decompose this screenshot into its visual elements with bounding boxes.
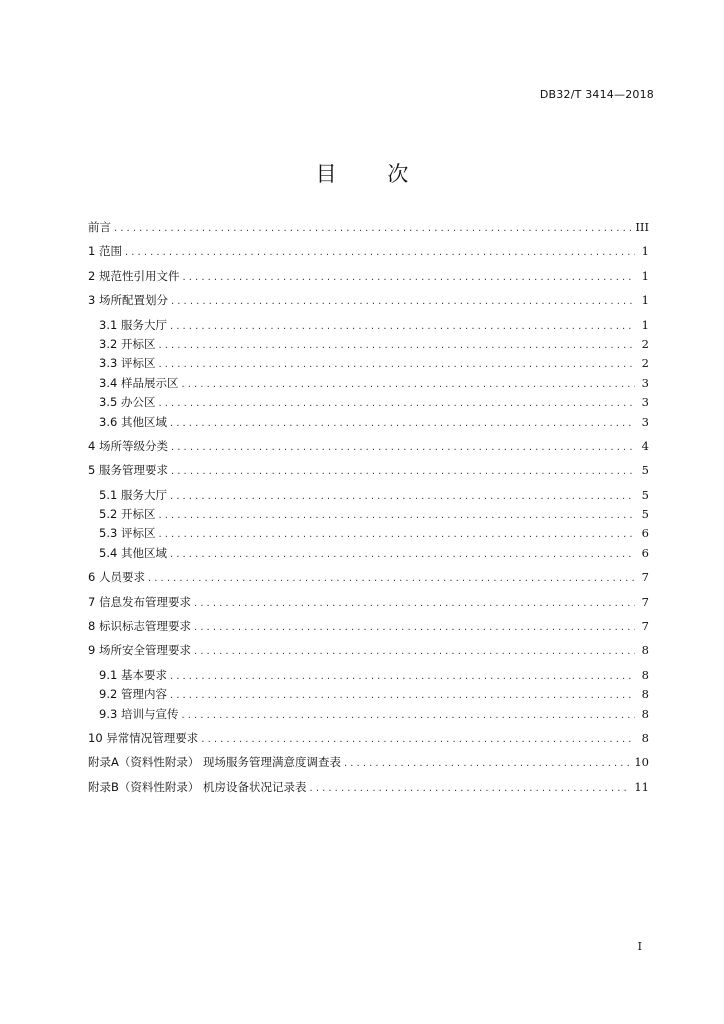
toc-entry[interactable] — [88, 641, 649, 660]
toc-entry-label: 1 范围 — [88, 244, 122, 259]
toc-dot-leader — [158, 506, 635, 525]
toc-entry[interactable] — [88, 617, 649, 636]
toc-entry-label: 9.3 培训与宣传 — [99, 706, 179, 721]
toc-dot-leader — [181, 375, 635, 394]
toc-dot-leader — [201, 730, 635, 749]
toc-dot-leader — [170, 487, 635, 506]
toc-entry-label: 5 服务管理要求 — [88, 463, 168, 478]
toc-entry-page: 2 — [641, 356, 649, 371]
toc-entry-label: 8 标识标志管理要求 — [88, 619, 191, 634]
toc-dot-leader — [171, 462, 635, 481]
toc-subentry[interactable] — [88, 666, 649, 685]
toc-entry[interactable] — [88, 437, 649, 456]
toc-entry[interactable] — [88, 593, 649, 612]
toc-subentry[interactable] — [88, 524, 649, 543]
toc-entry-page: 4 — [641, 438, 649, 453]
toc-subentry[interactable] — [88, 685, 649, 704]
toc-entry-page: 6 — [641, 545, 649, 560]
toc-entry-page: 2 — [641, 336, 649, 351]
toc-dot-leader — [194, 618, 635, 637]
toc-dot-leader — [170, 317, 635, 336]
toc-entry-label: 4 场所等级分类 — [88, 438, 168, 453]
toc-entry-page: 1 — [641, 293, 649, 308]
toc-entry-label: 3.1 服务大厅 — [99, 317, 167, 332]
toc-subentry[interactable] — [88, 374, 649, 393]
toc-dot-leader — [182, 268, 635, 287]
toc-subentry[interactable] — [88, 316, 649, 335]
toc-entry-page: 5 — [641, 507, 649, 522]
toc-entry-label: 6 人员要求 — [88, 570, 145, 585]
toc-dot-leader — [170, 414, 635, 433]
toc-entry-page: 1 — [641, 244, 649, 259]
toc-entry-label: 9.2 管理内容 — [99, 687, 167, 702]
toc-entry-page: 11 — [634, 779, 649, 794]
toc-entry-label: 3.4 样品展示区 — [99, 375, 179, 390]
toc-subentry[interactable] — [88, 413, 649, 432]
toc-dot-leader — [181, 706, 635, 725]
toc-entry[interactable] — [88, 242, 649, 261]
toc-dot-leader — [158, 355, 635, 374]
toc-entry-page: 3 — [641, 375, 649, 390]
toc-dot-leader — [171, 438, 635, 457]
toc-entry-page: 8 — [641, 667, 649, 682]
toc-entry-label: 2 规范性引用文件 — [88, 268, 180, 283]
toc-subentry[interactable] — [88, 486, 649, 505]
toc-entry-label: 3 场所配置划分 — [88, 293, 168, 308]
toc-entry-label: 3.3 评标区 — [99, 356, 156, 371]
toc-entry-label: 5.1 服务大厅 — [99, 487, 167, 502]
toc-entry-page: 5 — [641, 463, 649, 478]
toc-entry-page: 7 — [641, 619, 649, 634]
toc-dot-leader — [171, 292, 635, 311]
toc-entry-page: 3 — [641, 414, 649, 429]
toc-entry-label: 3.2 开标区 — [99, 336, 156, 351]
toc-dot-leader — [344, 754, 630, 773]
toc-entry[interactable] — [88, 291, 649, 310]
toc-entry-label: 7 信息发布管理要求 — [88, 594, 191, 609]
toc-subentry[interactable] — [88, 544, 649, 563]
toc-entry-label: 附录B（资料性附录） 机房设备状况记录表 — [88, 779, 307, 794]
toc-subentry[interactable] — [88, 705, 649, 724]
toc-dot-leader — [158, 336, 635, 355]
toc-entry-label: 5.2 开标区 — [99, 507, 156, 522]
page-number: I — [637, 940, 642, 953]
toc-entry-page: 8 — [641, 730, 649, 745]
toc-entry[interactable] — [88, 568, 649, 587]
toc-entry[interactable] — [88, 461, 649, 480]
toc-dot-leader — [158, 525, 635, 544]
toc-entry-page: 8 — [641, 687, 649, 702]
toc-entry[interactable] — [88, 267, 649, 286]
toc-subentry[interactable] — [88, 354, 649, 373]
toc-entry-page: 1 — [641, 317, 649, 332]
toc-dot-leader — [114, 219, 631, 238]
toc-subentry[interactable] — [88, 393, 649, 412]
toc-entry-label: 10 异常情况管理要求 — [88, 730, 199, 745]
toc-subentry[interactable] — [88, 505, 649, 524]
toc-entry-page: 8 — [641, 643, 649, 658]
toc-entry-label: 5.3 评标区 — [99, 526, 156, 541]
toc-entry-page: 6 — [641, 526, 649, 541]
toc-dot-leader — [148, 569, 635, 588]
toc-dot-leader — [310, 779, 631, 798]
toc-entry-label: 附录A（资料性附录） 现场服务管理满意度调查表 — [88, 755, 342, 770]
toc-entry-page: 10 — [634, 755, 649, 770]
toc-dot-leader — [125, 243, 635, 262]
toc-entry-label: 前言 — [88, 220, 111, 234]
toc-dot-leader — [170, 686, 635, 705]
toc-dot-leader — [170, 545, 635, 564]
toc-entry[interactable] — [88, 753, 649, 772]
document-code: DB32/T 3414—2018 — [539, 88, 654, 101]
toc-entry[interactable] — [88, 218, 649, 237]
toc-entry-page: 7 — [641, 594, 649, 609]
toc-dot-leader — [158, 394, 635, 413]
toc-dot-leader — [170, 667, 635, 686]
toc-entry-label: 5.4 其他区域 — [99, 545, 167, 560]
toc-entry[interactable] — [88, 729, 649, 748]
toc-entry-page: 5 — [641, 487, 649, 502]
toc-entry-page: 3 — [641, 395, 649, 410]
toc-entry-page: III — [635, 220, 649, 234]
toc-subentry[interactable] — [88, 335, 649, 354]
table-of-contents — [88, 218, 649, 797]
toc-entry-label: 9 场所安全管理要求 — [88, 643, 191, 658]
toc-dot-leader — [194, 642, 635, 661]
toc-title: 目 次 — [315, 162, 431, 186]
toc-entry-label: 9.1 基本要求 — [99, 667, 167, 682]
toc-entry-page: 8 — [641, 706, 649, 721]
toc-entry-label: 3.5 办公区 — [99, 395, 156, 410]
toc-entry-label: 3.6 其他区域 — [99, 414, 167, 429]
toc-entry-page: 1 — [641, 268, 649, 283]
toc-dot-leader — [194, 594, 635, 613]
toc-entry[interactable] — [88, 778, 649, 797]
toc-entry-page: 7 — [641, 570, 649, 585]
